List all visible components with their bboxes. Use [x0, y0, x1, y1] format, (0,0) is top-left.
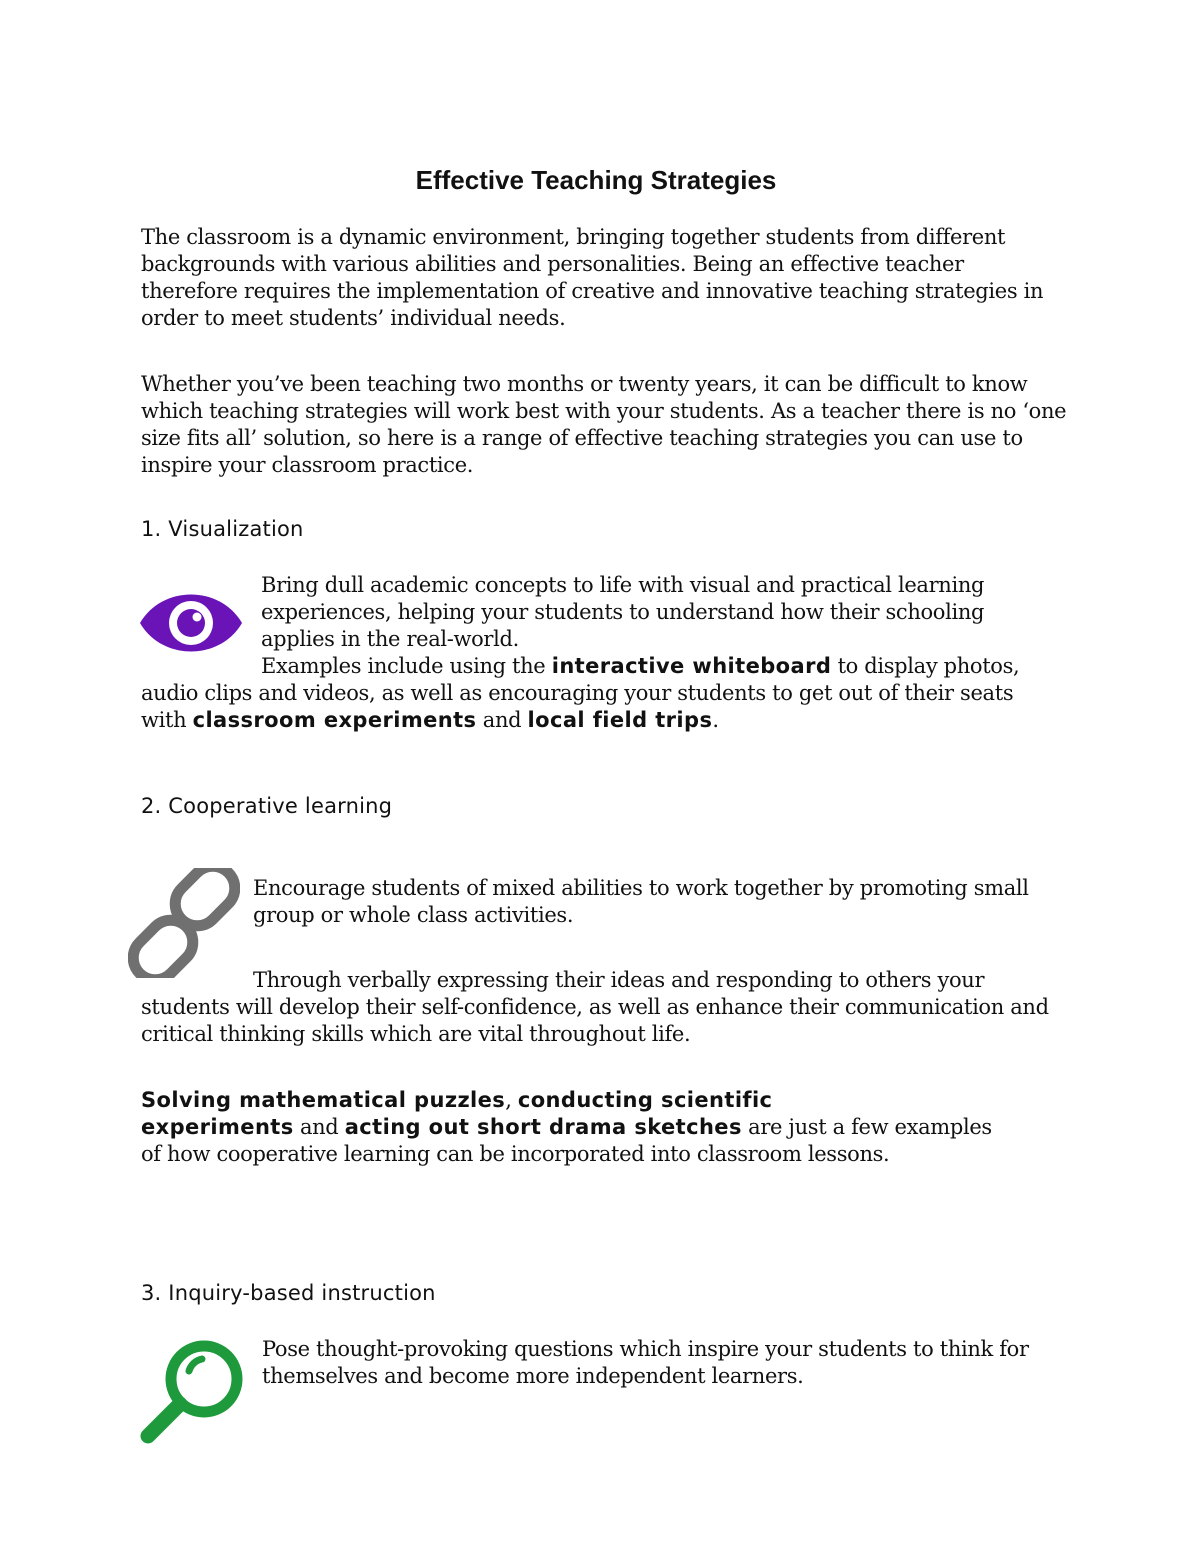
- text-line: [141, 707, 1071, 734]
- text-line: applies in the real-world.: [261, 627, 519, 651]
- cooperative-paragraph-3: [141, 1087, 1071, 1168]
- section-heading-cooperative-learning: 2. Cooperative learning: [141, 794, 393, 818]
- emphasis-drama-sketches: acting out short drama sketches: [344, 1115, 742, 1139]
- section-heading-visualization: 1. Visualization: [141, 517, 304, 541]
- emphasis-interactive-whiteboard: interactive whiteboard: [551, 654, 832, 678]
- text-line: size fits all’ solution, so here is a range of effective teaching strategies you can use to: [141, 426, 1023, 450]
- intro-paragraph-1: [141, 224, 1071, 332]
- text-line: Pose thought-provoking questions which inspire your students to think for: [262, 1337, 1029, 1361]
- visualization-paragraph: [261, 572, 1061, 680]
- text-run: .: [712, 708, 719, 732]
- visualization-examples-paragraph: [141, 680, 1071, 734]
- emphasis-experiments: experiments: [141, 1115, 294, 1139]
- text-line: themselves and become more independent learners.: [262, 1364, 804, 1388]
- text-line: therefore requires the implementation of creative and innovative teaching strategies in: [141, 279, 1044, 303]
- link-icon: [128, 868, 240, 978]
- text-run: and: [293, 1115, 345, 1139]
- text-line: Encourage students of mixed abilities to work together by promoting small: [253, 876, 1029, 900]
- inquiry-paragraph: [262, 1336, 1062, 1390]
- emphasis-solving-puzzles: Solving mathematical puzzles: [141, 1088, 506, 1112]
- text-line: inspire your classroom practice.: [141, 453, 474, 477]
- text-line: Whether you’ve been teaching two months or twenty years, it can be difficult to know: [141, 372, 1028, 396]
- cooperative-paragraph-2: [141, 967, 1071, 1048]
- text-run: Examples include using the: [261, 654, 552, 678]
- text-run: to display photos,: [831, 654, 1020, 678]
- text-line: Through verbally expressing their ideas and responding to others your: [253, 968, 985, 992]
- cooperative-paragraph-1: [253, 875, 1053, 929]
- intro-paragraph-2: [141, 371, 1071, 479]
- text-line: backgrounds with various abilities and personalities. Being an effective teacher: [141, 252, 964, 276]
- text-line: order to meet students’ individual needs.: [141, 306, 566, 330]
- eye-icon: [138, 581, 244, 665]
- emphasis-conducting-scientific: conducting scientific: [517, 1088, 773, 1112]
- text-line: Bring dull academic concepts to life with visual and practical learning: [261, 573, 985, 597]
- text-line: [141, 1087, 1071, 1114]
- text-line: critical thinking skills which are vital throughout life.: [141, 1022, 691, 1046]
- text-line: [141, 1114, 1071, 1141]
- emphasis-local-field-trips: local field trips: [527, 708, 713, 732]
- text-line: of how cooperative learning can be incorporated into classroom lessons.: [141, 1142, 890, 1166]
- emphasis-classroom-experiments: classroom experiments: [192, 708, 477, 732]
- text-run: and: [476, 708, 528, 732]
- text-line: experiences, helping your students to understand how their schooling: [261, 600, 985, 624]
- page-title: Effective Teaching Strategies: [415, 165, 777, 195]
- text-run: with: [141, 708, 193, 732]
- text-run: are just a few examples: [741, 1115, 992, 1139]
- magnifier-icon: [138, 1337, 248, 1445]
- text-line: students will develop their self-confidence, as well as enhance their communication and: [141, 995, 1049, 1019]
- text-line: which teaching strategies will work best with your students. As a teacher there is no ‘one: [141, 399, 1067, 423]
- text-line: [261, 653, 1061, 680]
- text-line: audio clips and videos, as well as encouraging your students to get out of their seats: [141, 681, 1014, 705]
- section-heading-inquiry-based: 3. Inquiry-based instruction: [141, 1281, 436, 1305]
- text-line: group or whole class activities.: [253, 903, 574, 927]
- text-line: The classroom is a dynamic environment, bringing together students from different: [141, 225, 1006, 249]
- text-run: ,: [505, 1088, 518, 1112]
